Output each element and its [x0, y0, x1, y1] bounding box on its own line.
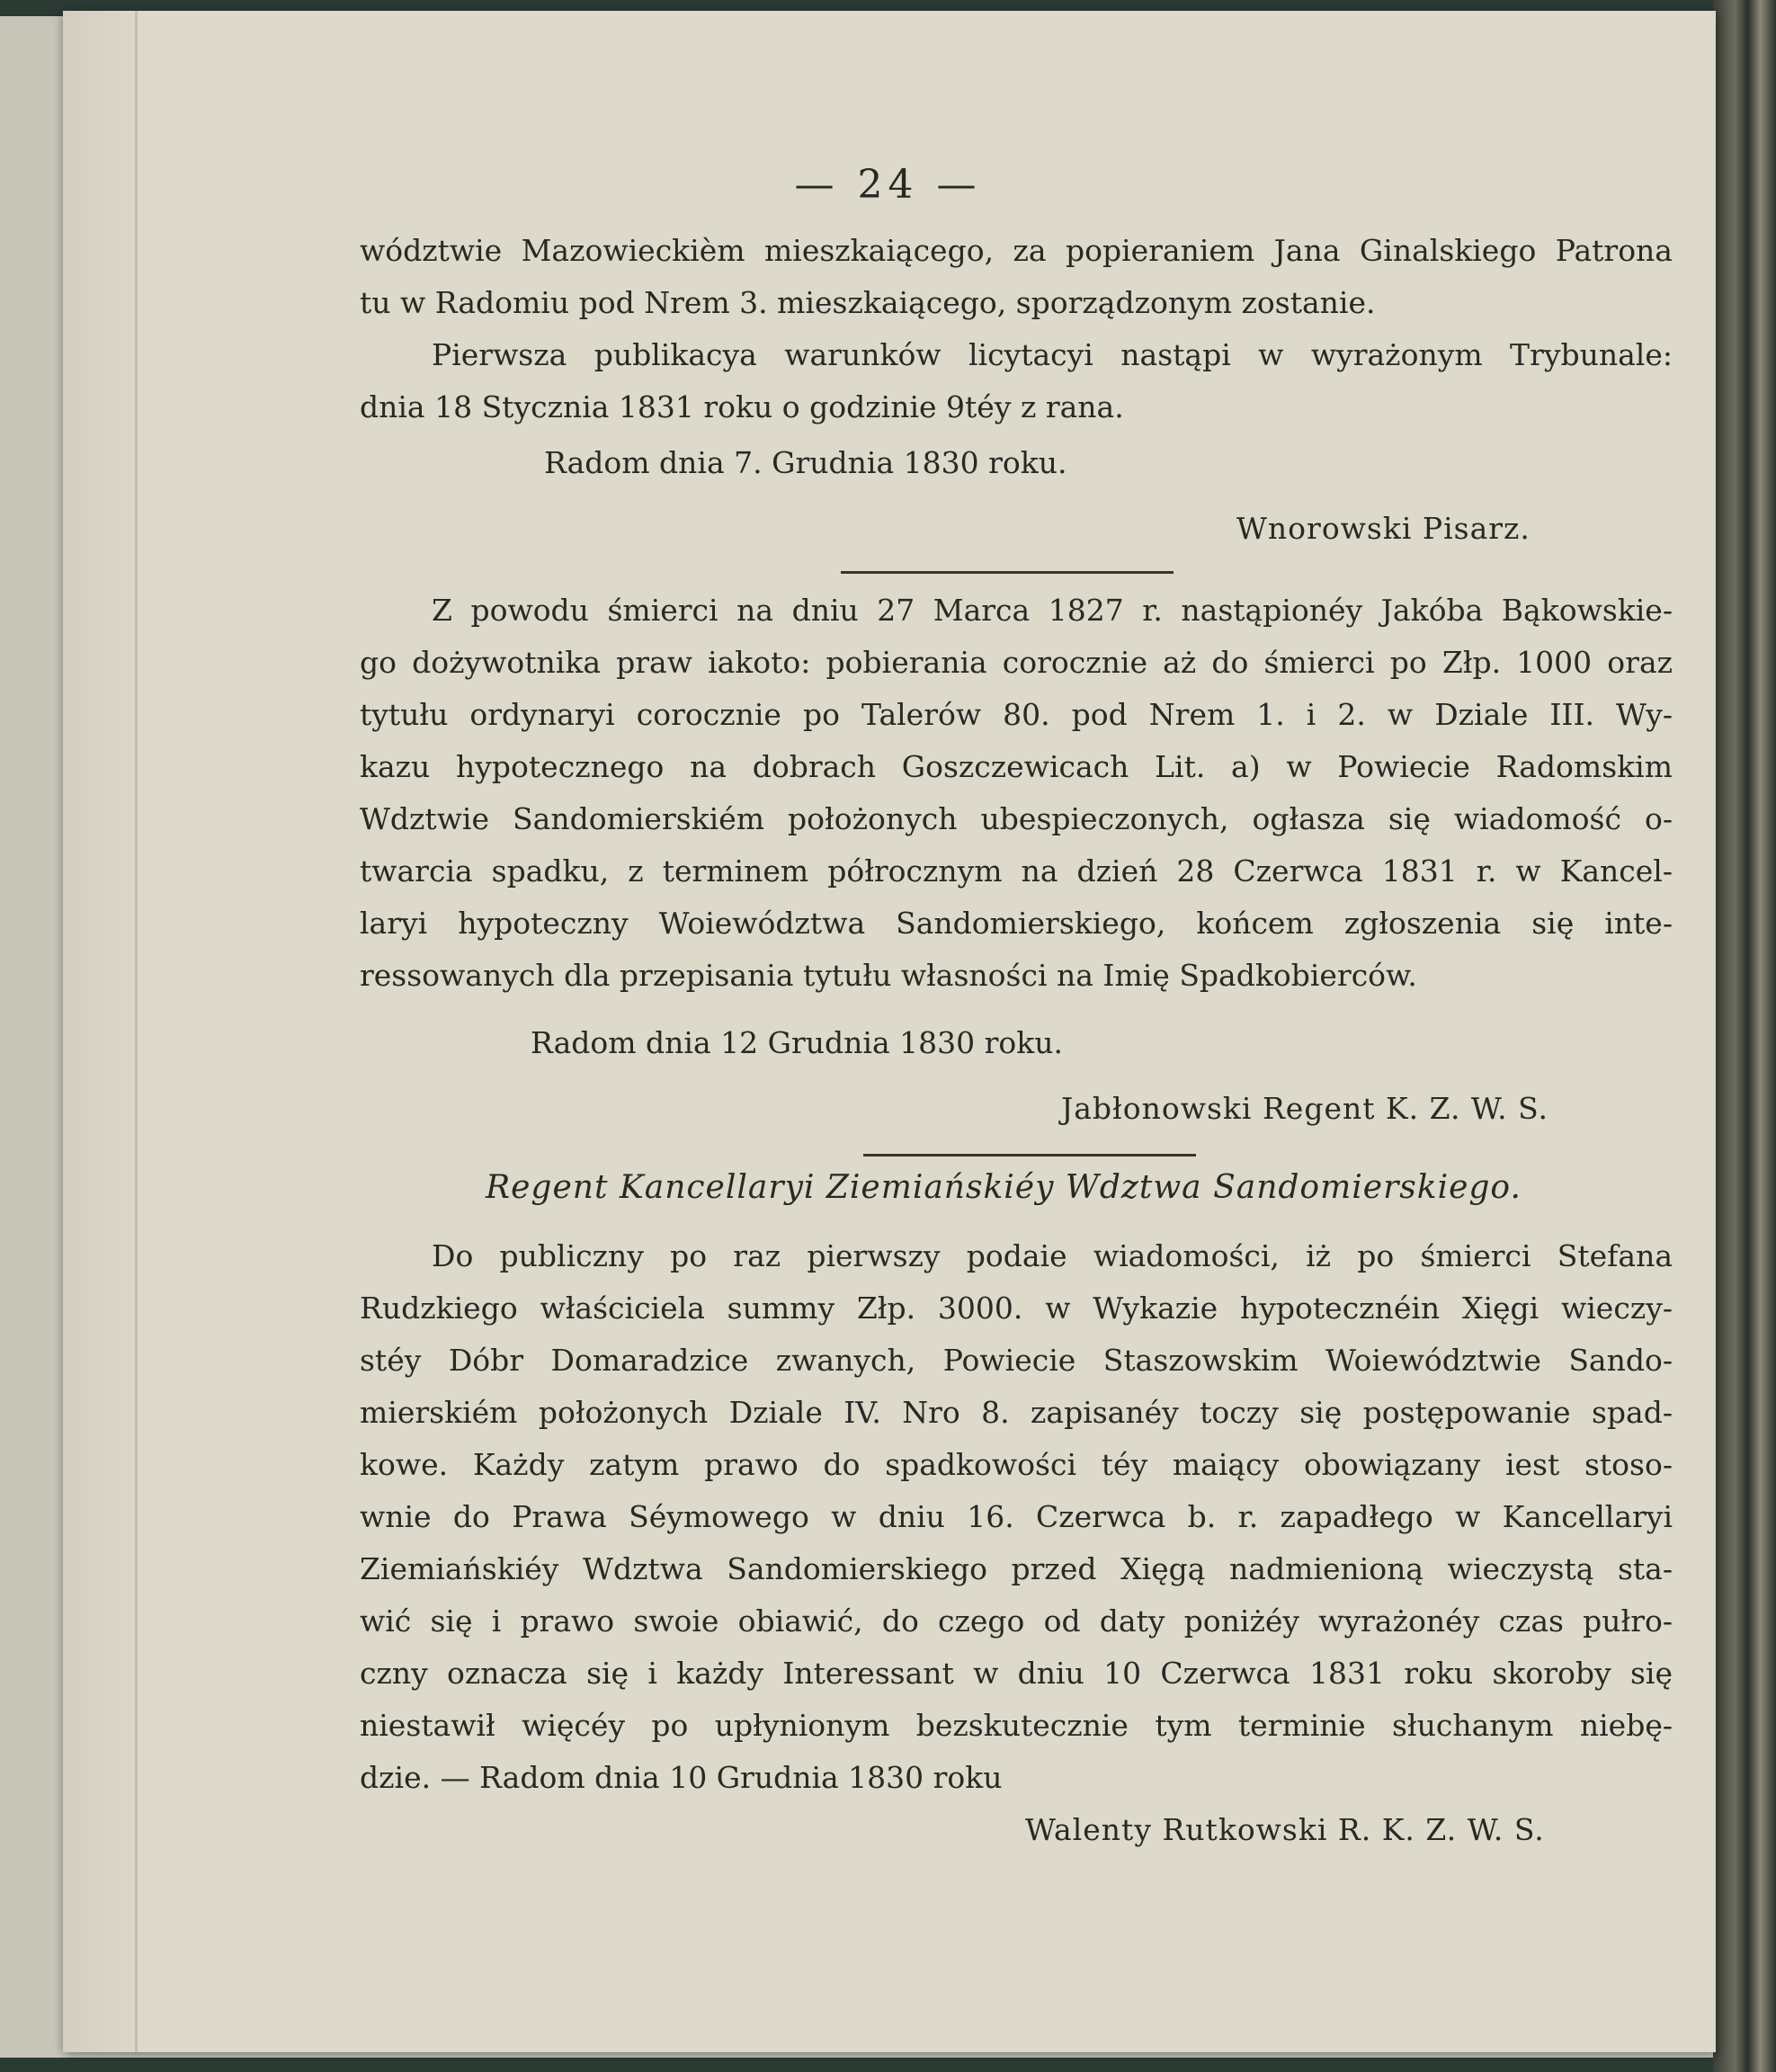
text-line: Ziemiańskiéy Wdztwa Sandomierskiego przed Xięgą nadmienioną wieczystą sta- — [360, 1551, 1673, 1586]
text-line: stéy Dóbr Domaradzice zwanych, Powiecie Staszowskim Woiewództwie Sando- — [360, 1343, 1673, 1378]
text-line: kazu hypotecznego na dobrach Goszczewicach Lit. a) w Powiecie Radomskim — [360, 749, 1673, 784]
text-line: wnie do Prawa Séymowego w dniu 16. Czerwca b. r. zapadłego w Kancellaryi — [360, 1499, 1673, 1534]
section-3-text — [360, 1230, 1673, 1804]
text-line: tytułu ordynaryi corocznie po Talerów 80. pod Nrem 1. i 2. w Dziale III. Wy- — [360, 697, 1673, 732]
text-line: wództwie Mazowieckièm mieszkaiącego, za popieraniem Jana Ginalskiego Patrona — [360, 233, 1673, 268]
text-line: Pierwsza publikacya warunków licytacyi nastąpi w wyrażonym Trybunale: — [432, 337, 1673, 372]
text-line: ressowanych dla przepisania tytułu własności na Imię Spadkobierców. — [360, 958, 1417, 993]
section-heading: Regent Kancellaryi Ziemiańskiéy Wdztwa Sandomierskiego. — [486, 1169, 1522, 1206]
separator-rule — [841, 571, 1174, 574]
text-line: tu w Radomiu pod Nrem 3. mieszkaiącego, sporządzonym zostanie. — [360, 285, 1376, 320]
text-line: Do publiczny po raz pierwszy podaie wiadomości, iż po śmierci Stefana — [432, 1238, 1673, 1273]
text-line: Wdztwie Sandomierskiém położonych ubespieczonych, ogłasza się wiadomość o- — [360, 801, 1673, 836]
date-line: Radom dnia 7. Grudnia 1830 roku. — [544, 445, 1067, 480]
date-line: Radom dnia 12 Grudnia 1830 roku. — [531, 1025, 1063, 1060]
text-line: niestawił więcéy po upłynionym bezskutecznie tym terminie słuchanym niebę- — [360, 1708, 1673, 1743]
text-line: dnia 18 Stycznia 1831 roku o godzinie 9téy z rana. — [360, 389, 1124, 424]
text-line: czny oznacza się i każdy Interessant w dniu 10 Czerwca 1831 roku skoroby się — [360, 1656, 1673, 1691]
text-line: mierskiém położonych Dziale IV. Nro 8. zapisanéy toczy się postępowanie spad- — [360, 1395, 1673, 1430]
page-fold-line — [135, 11, 138, 2052]
text-line: go dożywotnika praw iakoto: pobierania corocznie aż do śmierci po Złp. 1000 oraz — [360, 645, 1673, 680]
text-line: Rudzkiego właściciela summy Złp. 3000. w Wykazie hypotecznéin Xięgi wieczy- — [360, 1291, 1673, 1326]
signature: Wnorowski Pisarz. — [1236, 511, 1531, 546]
text-line: laryi hypoteczny Woiewództwa Sandomierskiego, końcem zgłoszenia się inte- — [360, 906, 1673, 941]
signature: Jabłonowski Regent K. Z. W. S. — [1061, 1091, 1548, 1126]
book-edge — [1713, 0, 1776, 2072]
text-line: twarcia spadku, z terminem półrocznym na dzień 28 Czerwca 1831 r. w Kancel- — [360, 853, 1673, 889]
signature: Walenty Rutkowski R. K. Z. W. S. — [1025, 1812, 1545, 1847]
separator-rule — [863, 1154, 1196, 1157]
section-1-text — [360, 225, 1673, 433]
text-line: dzie. — Radom dnia 10 Grudnia 1830 roku — [360, 1760, 1003, 1795]
text-line: wić się i prawo swoie obiawić, do czego od daty poniżéy wyrażonéy czas pułro- — [360, 1603, 1673, 1639]
page-number: — 24 — — [794, 162, 982, 208]
text-line: Z powodu śmierci na dniu 27 Marca 1827 r. nastąpionéy Jakóba Bąkowskie- — [432, 593, 1673, 628]
section-2-text — [360, 585, 1673, 1002]
text-line: kowe. Każdy zatym prawo do spadkowości téy maiący obowiązany iest stoso- — [360, 1447, 1673, 1482]
